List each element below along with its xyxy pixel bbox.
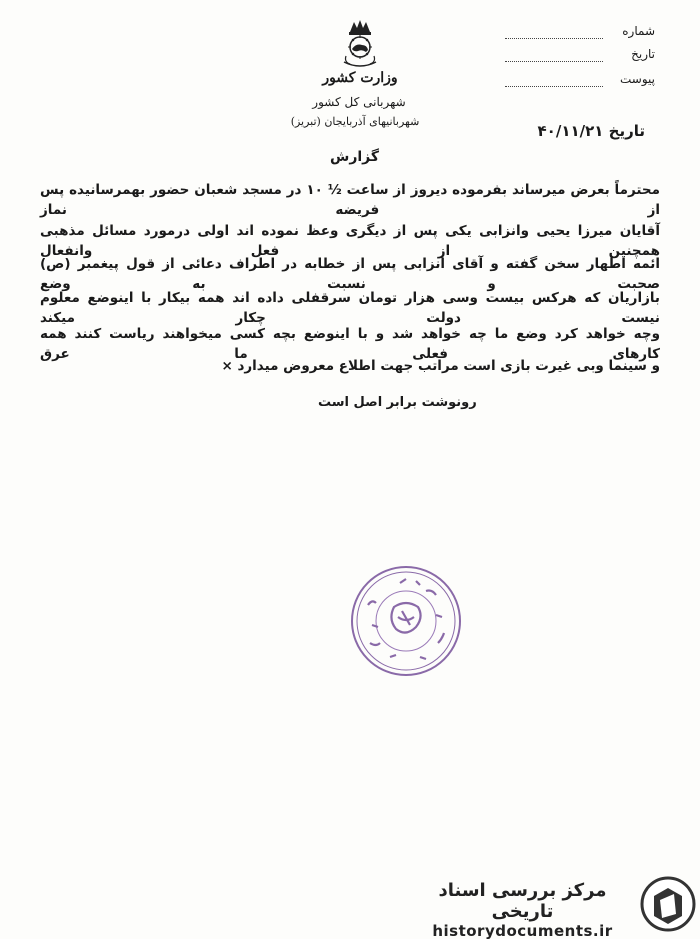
ministry-name: وزارت کشور — [322, 70, 398, 86]
document-date: تاریخ ۴۰/۱۱/۲۱ — [537, 122, 645, 140]
report-title: گزارش — [330, 149, 380, 165]
body-line-1: محترماً بعرض میرساند بفرموده دیروز از ساعت ½ ۱۰ در مسجد شعبان حضور بهمرسانیده پس از فریضه نماز — [40, 182, 660, 218]
lion-and-sun-emblem-icon — [336, 18, 384, 68]
archive-watermark — [410, 876, 696, 940]
body-line-3: ائمه اطهار سخن گفته و آقای انزابی پس از خطابه در اطراف دعائی از قول پیغمبر (ص) صحبت و نسبت به وضع — [40, 256, 660, 292]
department-name: شهربانی کل کشور — [312, 95, 406, 109]
body-line-5: وچه خواهد کرد وضع ما چه خواهد شد و با اینوضع بچه کسی میخواهند ریاست کنند همه کارهای فعلی ما عرق — [40, 326, 660, 362]
copy-certification-note: رونوشت برابر اصل است — [318, 395, 477, 410]
official-seal-icon — [350, 565, 462, 677]
watermark-org-name: مرکز بررسی اسناد تاریخی — [438, 880, 607, 922]
body-line-6: و سینما وبی غیرت بازی است مراتب جهت اطلاع معروض میدارد × — [221, 358, 660, 374]
watermark-url: historydocuments.ir — [432, 922, 613, 940]
number-field — [505, 24, 655, 42]
attachment-label: پیوست — [620, 72, 655, 86]
date-label: تاریخ — [631, 47, 655, 61]
date-field — [505, 47, 655, 65]
subdivision-name: شهربانیهای آذربایجان (تبریز) — [290, 115, 420, 128]
attachment-field — [505, 72, 655, 90]
archive-logo-icon — [640, 876, 696, 932]
body-line-4: بازاریان که هرکس بیست وسی هزار تومان سرقفلی داده اند همه بیکار با اینوضع معلوم نیست دولت چکار میکند — [40, 290, 660, 326]
body-line-2: آقایان میرزا یحیی وانزابی یکی پس از دیگری وعظ نموده اند اولی درمورد مسائل مذهبی همچنین از فعل وانفعال — [40, 223, 660, 259]
number-label: شماره — [622, 24, 655, 38]
